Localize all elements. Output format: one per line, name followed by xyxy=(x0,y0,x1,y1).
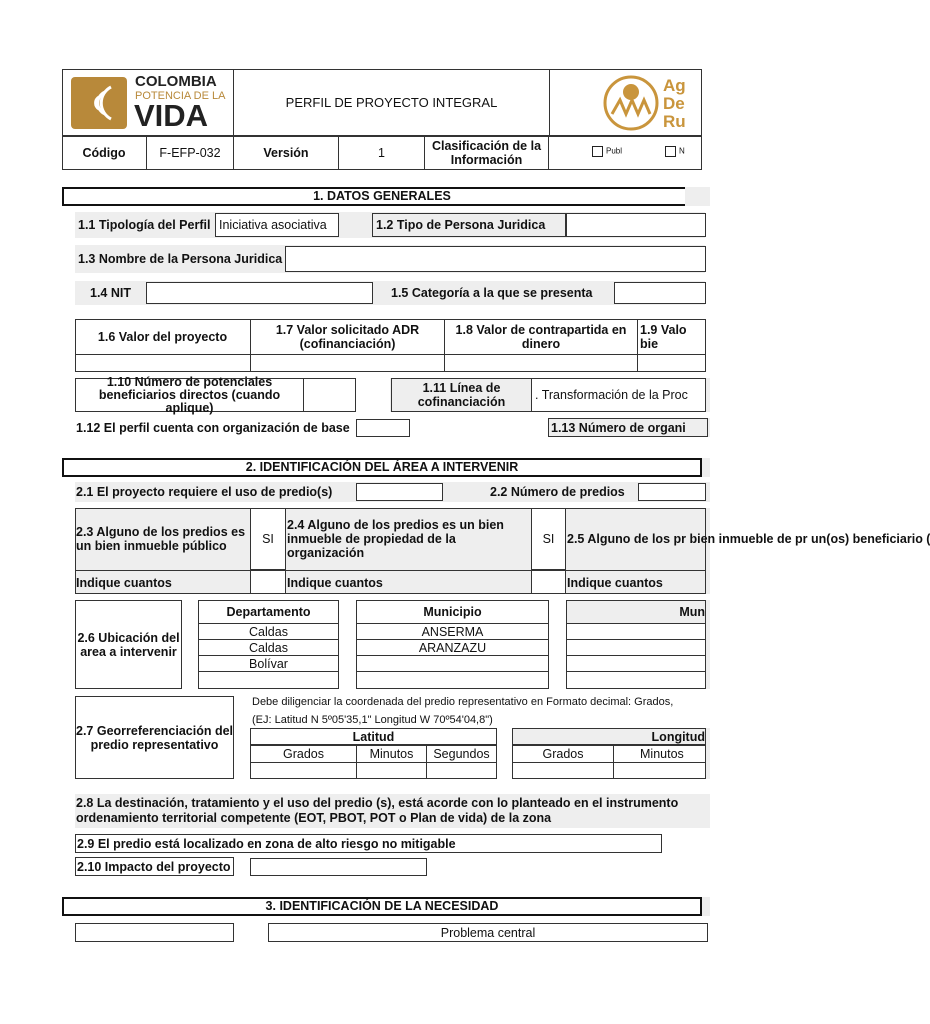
field-2-10-label: 2.10 Impacto del proyecto xyxy=(75,857,234,876)
valor-bienes-field[interactable] xyxy=(637,354,706,372)
beneficiarios-field[interactable] xyxy=(303,378,356,412)
codigo-value: F-EFP-032 xyxy=(147,136,234,170)
field-1-9-label: 1.9 Valo bie xyxy=(637,319,706,354)
field-1-6-label: 1.6 Valor del proyecto xyxy=(97,329,228,344)
lat-grados-header: Grados xyxy=(250,745,357,763)
option-no-label: N xyxy=(679,146,685,156)
departamento-cell[interactable]: Caldas xyxy=(198,639,339,656)
valor-solicitado-field[interactable] xyxy=(250,354,445,372)
field-1-13-label: 1.13 Número de organi xyxy=(548,418,708,437)
numero-predios-field[interactable] xyxy=(638,483,706,501)
linea-cofinanciacion-field[interactable]: . Transformación de la Proc xyxy=(531,378,706,412)
form-title: PERFIL DE PROYECTO INTEGRAL xyxy=(285,94,498,110)
option-publica[interactable] xyxy=(592,146,622,157)
municipio-table xyxy=(356,600,549,689)
field-2-4-label: 2.4 Alguno de los predios es un bien inmueble de propiedad de la organización xyxy=(287,518,504,560)
agency-logo-icon xyxy=(602,74,660,132)
option-publica-label: Publ xyxy=(606,146,623,156)
cuantos-1-field[interactable] xyxy=(250,570,286,594)
agency-text-1: Ag xyxy=(663,76,686,95)
bien-publico-field[interactable]: SI xyxy=(250,508,286,570)
field-1-12-label: 1.12 El perfil cuenta con organización de base xyxy=(76,420,350,435)
municipio-cell[interactable] xyxy=(356,671,549,689)
option-no[interactable] xyxy=(665,146,685,157)
field-1-4-label: 1.4 NIT xyxy=(90,286,131,300)
municipio-cell[interactable] xyxy=(566,671,706,689)
problema-central: Problema central xyxy=(268,923,708,942)
lat-segundos-field[interactable] xyxy=(426,762,497,779)
municipio-cell[interactable]: ANSERMA xyxy=(356,623,549,640)
departamento-cell[interactable]: Bolívar xyxy=(198,655,339,672)
logo-vida: VIDA xyxy=(134,98,209,133)
overflow-bg xyxy=(685,187,710,206)
field-1-8-label: 1.8 Valor de contrapartida en dinero xyxy=(444,319,637,354)
lat-segundos-header: Segundos xyxy=(426,745,497,763)
agency-text-2: De xyxy=(663,94,685,113)
agency-logo-cell xyxy=(549,69,702,136)
field-2-8-label: 2.8 La destinación, tratamiento y el uso del predio (s), está acorde con lo planteado en el instrumento ordenamiento territorial competente (EOT, PBOT, POT o Plan de vida) de la zona xyxy=(76,796,679,825)
field-1-11-label: 1.11 Línea de cofinanciación xyxy=(391,378,532,412)
field-1-2-label: 1.2 Tipo de Persona Juridica xyxy=(372,213,566,237)
latitud-table xyxy=(250,728,497,779)
lon-grados-field[interactable] xyxy=(512,762,614,779)
agency-text-3: Ru xyxy=(663,112,686,131)
field-2-1-label: 2.1 El proyecto requiere el uso de predio(s) xyxy=(76,485,333,499)
uso-predio-field[interactable] xyxy=(356,483,443,501)
field-2-2-label: 2.2 Número de predios xyxy=(490,485,625,499)
section-2-title: 2. IDENTIFICACIÓN DEL ÁREA A INTERVENIR xyxy=(62,458,702,477)
municipio-cell[interactable] xyxy=(566,655,706,672)
logo-cell xyxy=(62,69,234,136)
cuantos-2-field[interactable] xyxy=(531,570,566,594)
version-label: Versión xyxy=(234,136,339,170)
impacto-field[interactable] xyxy=(250,858,427,876)
version-value: 1 xyxy=(339,136,425,170)
tipologia-field[interactable]: Iniciativa asociativa xyxy=(215,213,339,237)
valor-contrapartida-field[interactable] xyxy=(444,354,638,372)
departamento-header: Departamento xyxy=(226,605,311,619)
georef-note-2: (EJ: Latitud N 5º05'35,1" Longitud W 70º54'04,8") xyxy=(252,714,493,726)
municipio-cell[interactable] xyxy=(566,623,706,640)
logo-colombia: COLOMBIA xyxy=(135,73,217,90)
municipio-cell[interactable]: ARANZAZU xyxy=(356,639,549,656)
categoria-field[interactable] xyxy=(614,282,706,304)
colombia-logo-icon xyxy=(71,77,127,129)
clasificacion-label: Clasificación de la Información xyxy=(425,136,549,170)
field-1-10-label: 1.10 Número de potenciales beneficiarios directos (cuando aplique) xyxy=(75,378,304,412)
nit-field[interactable] xyxy=(146,282,373,304)
lon-grados-header: Grados xyxy=(512,745,614,763)
municipio-header: Municipio xyxy=(423,605,482,619)
field-2-7-label: 2.7 Georreferenciación del predio representativo xyxy=(75,696,234,779)
georef-note-1: Debe diligenciar la coordenada del predio representativo en Formato decimal: Grados, xyxy=(252,696,674,708)
municipio-cell[interactable] xyxy=(566,639,706,656)
lat-minutos-field[interactable] xyxy=(356,762,427,779)
indique-cuantos-1: Indique cuantos xyxy=(75,570,250,594)
latitud-header: Latitud xyxy=(251,729,496,745)
codigo-label: Código xyxy=(62,136,147,170)
lat-grados-field[interactable] xyxy=(250,762,357,779)
field-1-5-label: 1.5 Categoría a la que se presenta xyxy=(391,286,593,300)
checkbox-icon xyxy=(592,146,603,157)
valor-proyecto-field[interactable] xyxy=(75,354,251,372)
field-2-3-label: 2.3 Alguno de los predios es un bien inmueble público xyxy=(76,525,246,553)
tipo-persona-field[interactable] xyxy=(566,213,706,237)
lon-minutos-field[interactable] xyxy=(613,762,706,779)
indique-cuantos-3: Indique cuantos xyxy=(566,570,706,594)
field-1-7-label: 1.7 Valor solicitado ADR (cofinanciación) xyxy=(250,319,444,354)
indique-cuantos-2: Indique cuantos xyxy=(286,570,531,594)
necesidad-left-field[interactable] xyxy=(75,923,234,942)
municipio-table-2 xyxy=(566,600,706,689)
municipio-cell[interactable] xyxy=(356,655,549,672)
longitud-header: Longitud xyxy=(513,729,705,745)
departamento-cell[interactable] xyxy=(198,671,339,689)
field-2-5-label: 2.5 Alguno de los pr bien inmueble de pr un(os) beneficiario ( xyxy=(567,532,930,546)
departamento-table xyxy=(198,600,339,689)
logo-potencia: POTENCIA DE LA xyxy=(135,90,226,102)
municipio-header-2: Mun xyxy=(679,605,705,619)
field-2-9-label: 2.9 El predio está localizado en zona de alto riesgo no mitigable xyxy=(75,834,662,853)
field-1-1-label: 1.1 Tipología del Perfil xyxy=(78,218,211,232)
bien-organizacion-field[interactable]: SI xyxy=(531,508,566,570)
section-1-title: 1. DATOS GENERALES xyxy=(62,187,702,206)
nombre-persona-field[interactable] xyxy=(285,246,706,272)
field-2-6-label: 2.6 Ubicación del area a intervenir xyxy=(75,600,182,689)
lat-minutos-header: Minutos xyxy=(356,745,427,763)
longitud-table xyxy=(512,728,706,779)
section-3-title: 3. IDENTIFICACIÓN DE LA NECESIDAD xyxy=(62,897,702,916)
checkbox-icon xyxy=(665,146,676,157)
organizacion-base-field[interactable] xyxy=(356,419,410,437)
departamento-cell[interactable]: Caldas xyxy=(198,623,339,640)
field-1-3-label: 1.3 Nombre de la Persona Juridica xyxy=(78,252,283,266)
lon-minutos-header: Minutos xyxy=(613,745,706,763)
